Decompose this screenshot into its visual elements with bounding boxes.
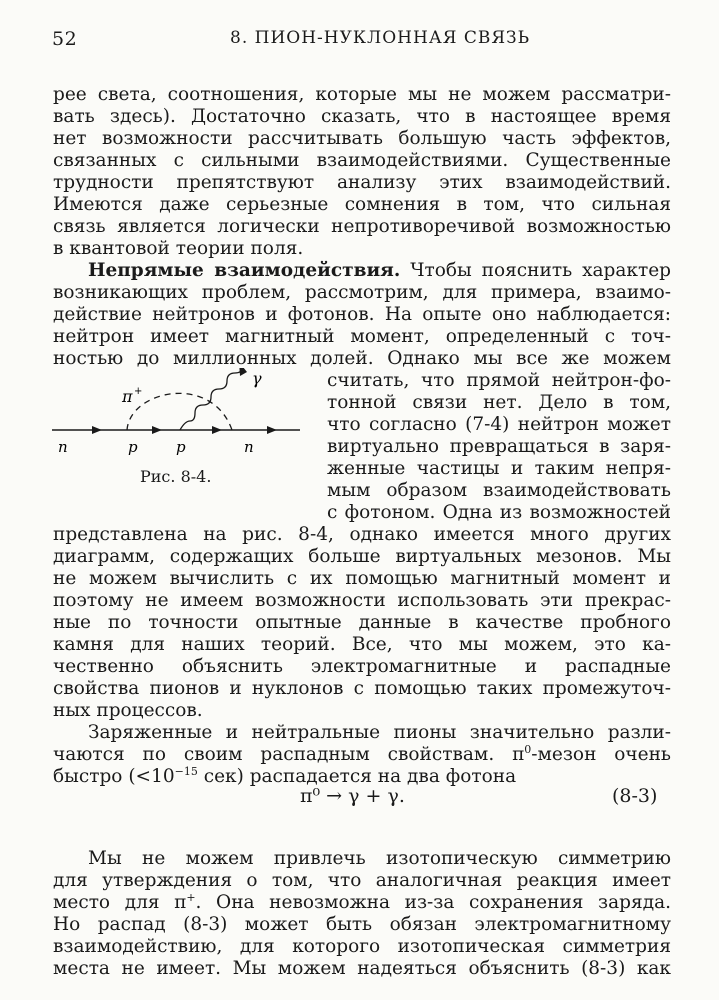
text-line: для утверждения о том, что аналогичная реакция имеет [53, 870, 671, 891]
superscript: 0 [524, 742, 532, 756]
text-line: взаимодействию, для которого изотопическая симметрия [53, 936, 671, 957]
paragraph-heading-line [88, 260, 671, 282]
text-span: . Она невозможна из-за сохранения заряда. [195, 892, 671, 913]
text-line: диаграмм, содержащих больше виртуальных мезонов. Мы [53, 546, 671, 567]
photon-line [180, 368, 243, 430]
section-heading: Непрямые взаимодействия. [88, 260, 401, 281]
proton-label: p [176, 438, 186, 456]
text-line: Но распад (8-3) может быть обязан электромагнитному [53, 914, 671, 935]
text-line: связанных с сильными взаимодействиями. Существенные [53, 150, 671, 171]
photon-label: γ [252, 369, 262, 388]
text-line: тонной связи нет. Дело в том, [327, 392, 671, 413]
text-line [53, 744, 671, 766]
text-span: сек) распадается на два фотона [203, 766, 517, 787]
text-line: нет возможности рассчитывать большую часть эффектов, [53, 128, 671, 149]
running-head: 8. ПИОН-НУКЛОННАЯ СВЯЗЬ [230, 28, 531, 48]
arrow-icon [239, 368, 247, 376]
text-line: представлена на рис. 8-4, однако имеется много других [53, 524, 671, 545]
text-line: виртуально превращаться в заря- [327, 436, 671, 457]
text-span: Чтобы пояснить характер [400, 260, 671, 281]
text-line: нейтрон имеет магнитный момент, определенный с точ- [53, 326, 671, 347]
arrow-icon [212, 426, 222, 434]
text-line: ные по точности опытные данные в качестве пробного [53, 612, 671, 633]
proton-label: p [128, 438, 138, 456]
text-line: не можем вычислить с их помощью магнитный момент и [53, 568, 671, 589]
arrow-icon [267, 426, 277, 434]
text-line [53, 892, 671, 914]
text-line: женные частицы и таким непря- [327, 458, 671, 479]
arrow-icon [92, 426, 102, 434]
less-than-symbol: < [135, 766, 152, 787]
text-line: возникающих проблем, рассмотрим, для примера, взаимо- [53, 282, 671, 303]
text-line: вать здесь). Достаточно сказать, что в настоящее время [53, 106, 671, 127]
pion-loop [127, 393, 232, 430]
text-span: чаются по своим распадным свойствам. [53, 744, 495, 765]
equation-formula: π⁰ → γ + γ. [300, 785, 405, 807]
text-line: Мы не можем привлечь изотопическую симметрию [88, 848, 671, 869]
plus-label: + [134, 386, 143, 397]
text-line: в квантовой теории поля. [53, 238, 304, 259]
text-line: рее света, соотношения, которые мы не можем рассматри- [53, 84, 671, 105]
text-line: считать, что прямой нейтрон-фо- [327, 370, 671, 391]
text-line: с фотоном. Одна из возможностей [327, 502, 671, 523]
equation-number: (8-3) [612, 785, 658, 807]
text-line: чественно объяснить электромагнитные и распадные [53, 656, 671, 677]
text-line: что согласно (7-4) нейтрон может [327, 414, 671, 435]
text-line: свойства пионов и нуклонов с помощью таких промежуточ- [53, 678, 671, 699]
neutron-in-label: n [58, 438, 68, 456]
text-line: мым образом взаимодействовать [327, 480, 671, 501]
neutron-out-label: n [244, 438, 254, 456]
arrow-icon [152, 426, 162, 434]
text-line: места не имеет. Мы можем надеяться объяснить (8-3) как [53, 958, 671, 979]
superscript: + [186, 890, 196, 904]
superscript: −15 [174, 764, 198, 778]
figure-caption: Рис. 8-4. [140, 467, 212, 486]
text-line: трудности препятствуют анализу этих взаимодействий. [53, 172, 671, 193]
text-line: связь является логически непротиворечивой возможностью [53, 216, 671, 237]
pi-symbol: π [174, 892, 187, 913]
ten: 10 [151, 766, 175, 787]
text-line: поэтому не имеем возможности использовать эти прекрас- [53, 590, 671, 611]
pion-label: π [122, 387, 133, 406]
text-span: -мезон очень [531, 744, 671, 765]
pi-symbol: π [512, 744, 525, 765]
text-span: быстро ( [53, 766, 136, 787]
text-line: ных процессов. [53, 700, 203, 721]
text-line: Имеются даже серьезные сомнения в том, что сильная [53, 194, 671, 215]
text-line: камня для наших теорий. Все, что мы можем, это ка- [53, 634, 671, 655]
text-line: ностью до миллионных долей. Однако мы все же можем [53, 348, 671, 369]
text-line: Заряженные и нейтральные пионы значительно разли- [88, 722, 671, 743]
page-number: 52 [52, 28, 78, 50]
text-span: место для [53, 892, 160, 913]
text-line: действие нейтронов и фотонов. На опыте оно наблюдается: [53, 304, 671, 325]
